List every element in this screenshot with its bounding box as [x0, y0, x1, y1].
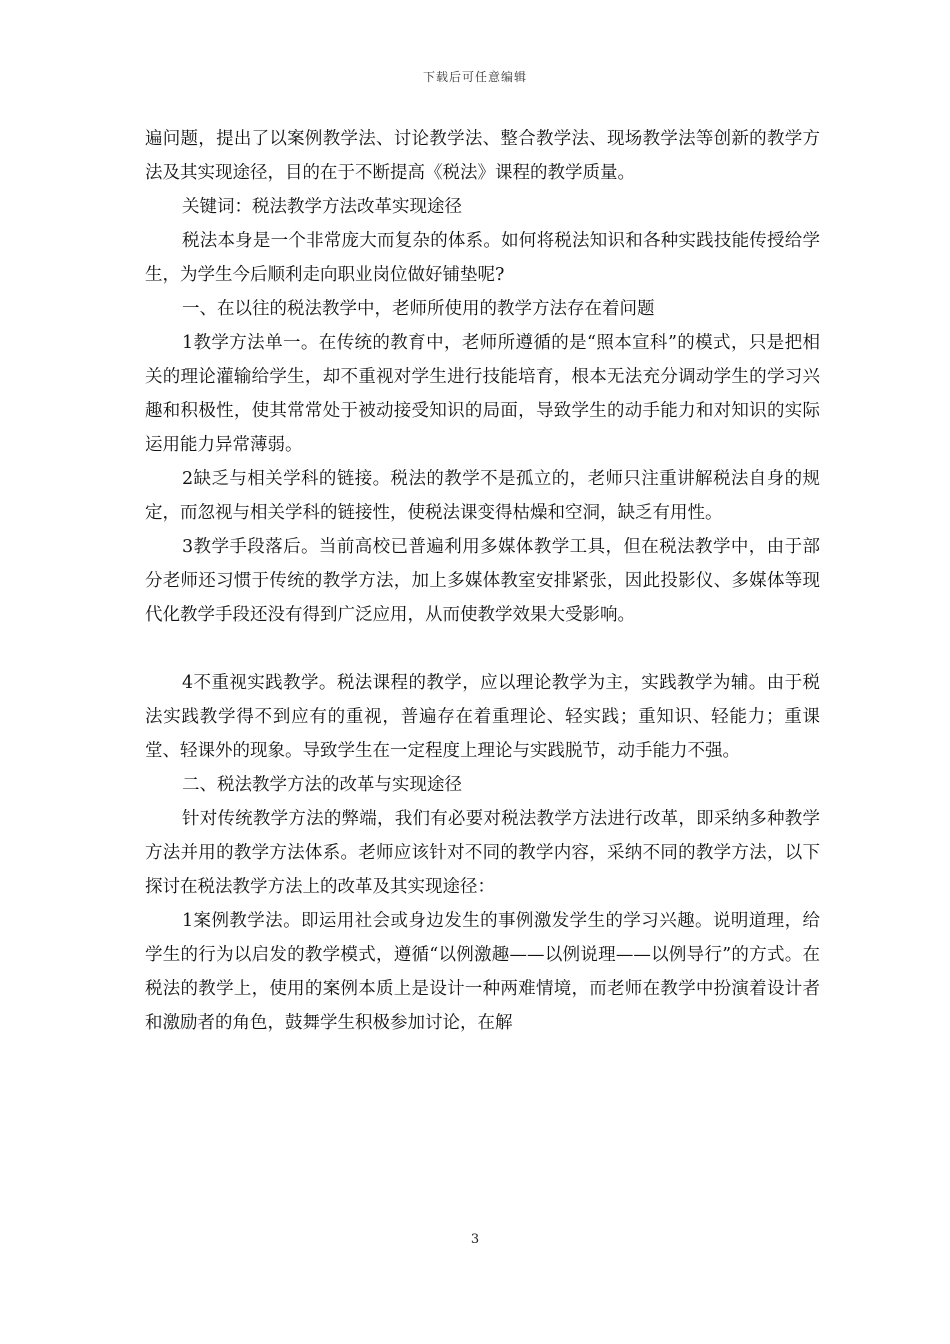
section-heading-problems: 一、在以往的税法教学中，老师所使用的教学方法存在着问题	[182, 299, 655, 319]
paragraph-case-method: 1案例教学法。即运用社会或身边发生的事例激发学生的学习兴趣。说明道理，给学生的行为以启发的教学模式，遵循“以例激趣——以例说理——以例导行”的方式。在税法的教学上，使用的案例本质上是设计一种两难情境，而老师在教学中扮演着设计者和激励者的角色，鼓舞学生积极参加讨论，在解	[145, 911, 820, 1033]
page-number: 3	[470, 1232, 480, 1247]
paragraph-tax-system: 税法本身是一个非常庞大而复杂的体系。如何将税法知识和各种实践技能传授给学生，为学生今后顺利走向职业岗位做好铺垫呢?	[145, 231, 820, 285]
paragraph-reform-intro: 针对传统教学方法的弊端，我们有必要对税法教学方法进行改革，即采纳多种教学方法并用的教学方法体系。老师应该针对不同的教学内容，采纳不同的教学方法，以下探讨在税法教学方法上的改革及其实现途径：	[145, 809, 820, 897]
paragraph-problem-3: 3教学手段落后。当前高校已普遍利用多媒体教学工具，但在税法教学中，由于部分老师还习惯于传统的教学方法，加上多媒体教室安排紧张，因此投影仪、多媒体等现代化教学手段还没有得到广泛应用，从而使教学效果大受影响。	[145, 537, 820, 625]
page-header: 下载后可任意编辑	[422, 70, 527, 84]
paragraph-intro-continued: 遍问题，提出了以案例教学法、讨论教学法、整合教学法、现场教学法等创新的教学方法及其实现途径，目的在于不断提高《税法》课程的教学质量。	[145, 129, 820, 183]
paragraph-gap	[145, 632, 820, 666]
paragraph-problem-2: 2缺乏与相关学科的链接。税法的教学不是孤立的，老师只注重讲解税法自身的规定，而忽视与相关学科的链接性，使税法课变得枯燥和空洞，缺乏有用性。	[145, 469, 820, 523]
paragraph-problem-4: 4不重视实践教学。税法课程的教学，应以理论教学为主，实践教学为辅。由于税法实践教学得不到应有的重视，普遍存在着重理论、轻实践；重知识、轻能力；重课堂、轻课外的现象。导致学生在一定程度上理论与实践脱节，动手能力不强。	[145, 673, 820, 761]
section-heading-reform: 二、税法教学方法的改革与实现途径	[182, 775, 462, 795]
paragraph-problem-1: 1教学方法单一。在传统的教育中，老师所遵循的是“照本宣科”的模式，只是把相关的理论灌输给学生，却不重视对学生进行技能培育，根本无法充分调动学生的学习兴趣和积极性，使其常常处于被动接受知识的局面，导致学生的动手能力和对知识的实际运用能力异常薄弱。	[145, 333, 820, 455]
body-text	[145, 122, 820, 1040]
paragraph-keywords: 关键词：税法教学方法改革实现途径	[182, 197, 462, 217]
